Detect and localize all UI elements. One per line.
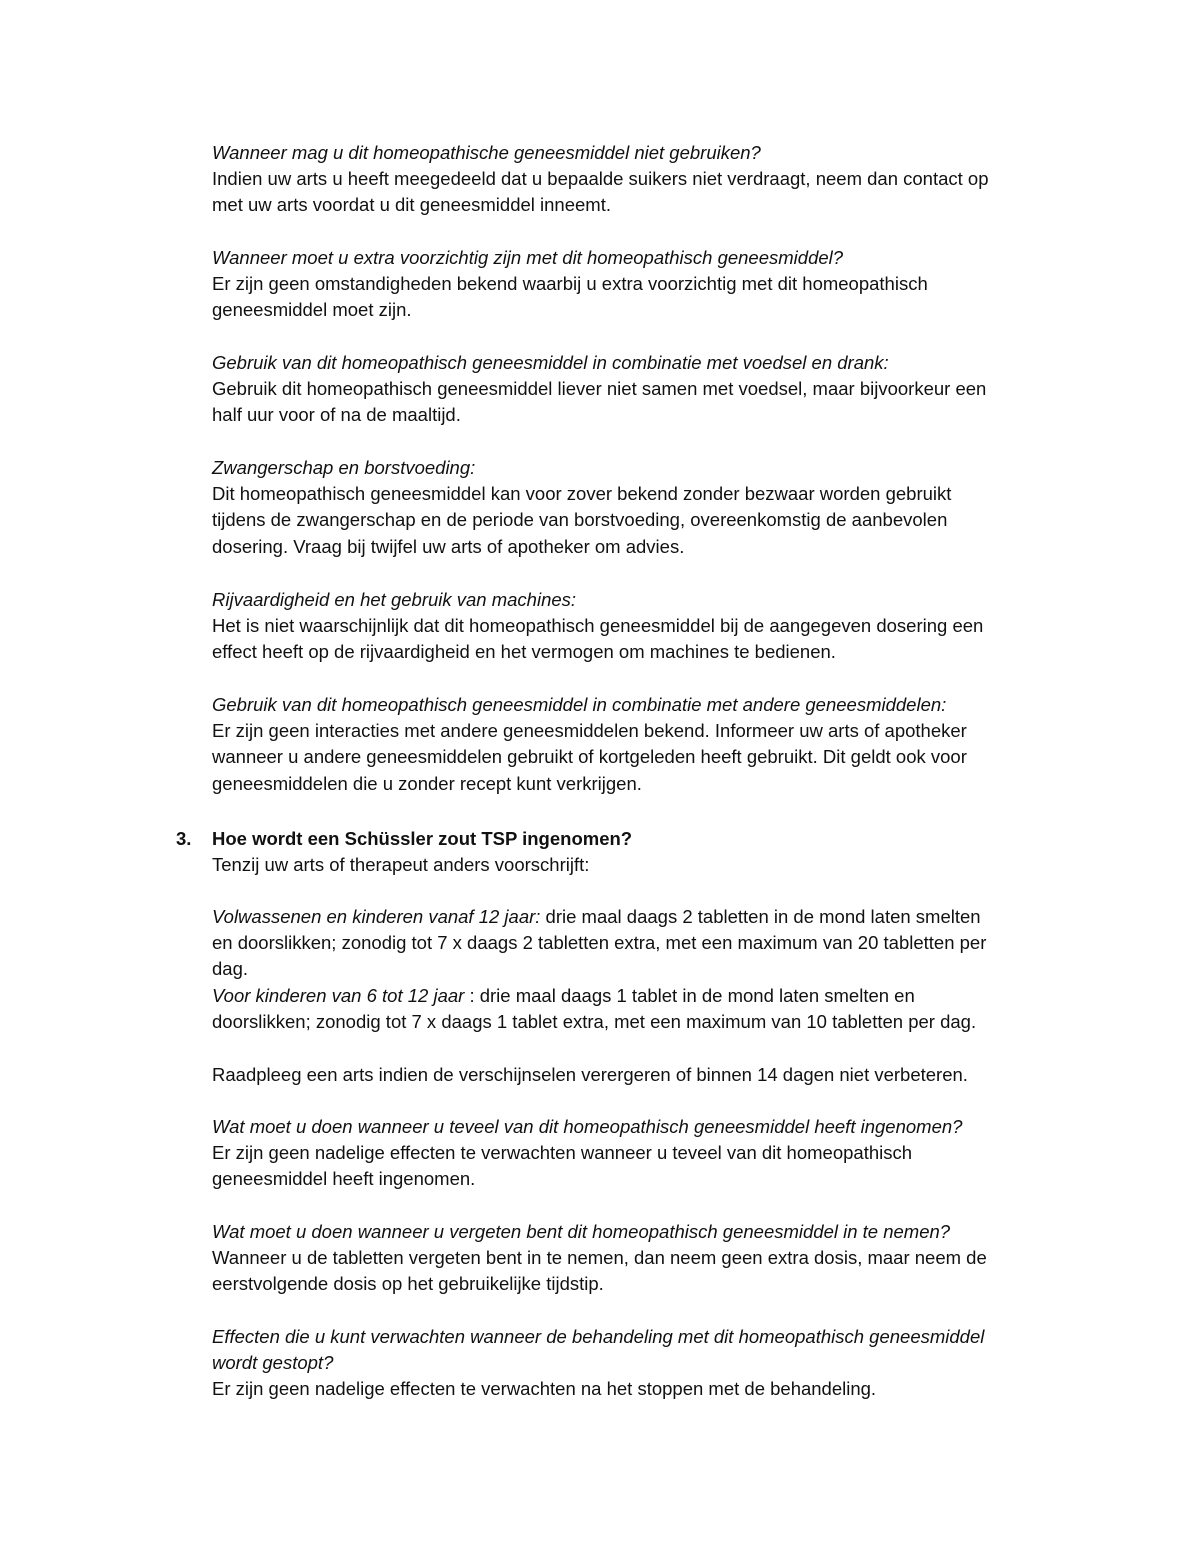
answer-line: en doorslikken; zonodig tot 7 x daags 2 tabletten extra, met een maximum van 20 tabletten per (212, 932, 987, 954)
answer-line: Gebruik dit homeopathisch geneesmiddel liever niet samen met voedsel, maar bijvoorkeur een (212, 378, 987, 400)
section-not-use (212, 140, 1072, 219)
answer-line: Dit homeopathisch geneesmiddel kan voor zover bekend zonder bezwaar worden gebruikt (212, 483, 952, 505)
answer-line: Het is niet waarschijnlijk dat dit homeopathisch geneesmiddel bij de aangegeven dosering een (212, 615, 984, 637)
section-interactions (212, 692, 1072, 797)
section-intro: Tenzij uw arts of therapeut anders voorschrijft: (212, 854, 590, 876)
answer-line: Er zijn geen interacties met andere geneesmiddelen bekend. Informeer uw arts of apotheker (212, 720, 967, 742)
section-driving (212, 587, 1072, 666)
question-heading: Rijvaardigheid en het gebruik van machines: (212, 589, 577, 610)
section-title: Hoe wordt een Schüssler zout TSP ingenomen? (212, 828, 633, 849)
dosage-adult-label: Volwassenen en kinderen vanaf 12 jaar: (212, 906, 541, 927)
question-heading: Wanneer moet u extra voorzichtig zijn met dit homeopathisch geneesmiddel? (212, 247, 844, 268)
answer-line: dag. (212, 958, 249, 980)
answer-line: wanneer u andere geneesmiddelen gebruikt of kortgeleden heeft gebruikt. Dit geldt ook voor (212, 746, 967, 768)
section-overdose (212, 1114, 1072, 1193)
question-heading: Gebruik van dit homeopathisch geneesmiddel in combinatie met andere geneesmiddelen: (212, 694, 947, 715)
answer-line: Er zijn geen omstandigheden bekend waarbij u extra voorzichtig met dit homeopathisch (212, 273, 928, 295)
section-number: 3. (176, 828, 192, 849)
answer-line: geneesmiddel heeft ingenomen. (212, 1168, 476, 1190)
answer-line: geneesmiddel moet zijn. (212, 299, 412, 321)
answer-line: effect heeft op de rijvaardigheid en het vermogen om machines te bedienen. (212, 641, 836, 663)
dosage-child-text: : drie maal daags 1 tablet in de mond laten smelten en (464, 984, 915, 1006)
dosage-adult-text: drie maal daags 2 tabletten in de mond laten smelten (540, 906, 981, 927)
answer-line: dosering. Vraag bij twijfel uw arts of apotheker om advies. (212, 535, 685, 557)
answer-line: doorslikken; zonodig tot 7 x daags 1 tablet extra, met een maximum van 10 tabletten per dag. (212, 1010, 977, 1032)
section-pregnancy (212, 455, 1072, 560)
dosage-child-label: Voor kinderen van 6 tot 12 jaar (212, 984, 465, 1006)
answer-line: tijdens de zwangerschap en de periode van borstvoeding, overeenkomstig de aanbevolen (212, 509, 948, 531)
question-heading: Wat moet u doen wanneer u teveel van dit homeopathisch geneesmiddel heeft ingenomen? (212, 1116, 963, 1137)
answer-line: Er zijn geen nadelige effecten te verwachten wanneer u teveel van dit homeopathisch (212, 1142, 913, 1164)
dosage-adult-line (212, 904, 1072, 930)
question-heading: Wat moet u doen wanneer u vergeten bent dit homeopathisch geneesmiddel in te nemen? (212, 1221, 951, 1242)
answer-line: met uw arts voordat u dit geneesmiddel inneemt. (212, 194, 611, 216)
answer-line: Er zijn geen nadelige effecten te verwachten na het stoppen met de behandeling. (212, 1378, 877, 1400)
section-3-heading (212, 826, 1072, 878)
question-heading: Zwangerschap en borstvoeding: (212, 457, 476, 478)
section-stopping (212, 1324, 1072, 1403)
answer-line: eerstvolgende dosis op het gebruikelijke tijdstip. (212, 1273, 604, 1295)
answer-line: Indien uw arts u heeft meegedeeld dat u bepaalde suikers niet verdraagt, neem dan contact op (212, 168, 989, 190)
answer-line: Wanneer u de tabletten vergeten bent in te nemen, dan neem geen extra dosis, maar neem de (212, 1247, 987, 1269)
consult-text: Raadpleeg een arts indien de verschijnselen verergeren of binnen 14 dagen niet verbeteren. (212, 1064, 968, 1085)
consult-note (212, 1062, 1072, 1088)
question-heading: Gebruik van dit homeopathisch geneesmiddel in combinatie met voedsel en drank: (212, 352, 889, 373)
dosage-block (212, 904, 1072, 1035)
section-extra-caution (212, 245, 1072, 324)
answer-line: half uur voor of na de maaltijd. (212, 404, 461, 426)
answer-line: geneesmiddelen die u zonder recept kunt verkrijgen. (212, 772, 642, 794)
question-heading: wordt gestopt? (212, 1352, 334, 1374)
section-food-drink (212, 350, 1072, 429)
section-forgotten (212, 1219, 1072, 1298)
dosage-child-line (212, 983, 1072, 1009)
question-heading: Wanneer mag u dit homeopathische geneesmiddel niet gebruiken? (212, 142, 761, 163)
question-heading: Effecten die u kunt verwachten wanneer de behandeling met dit homeopathisch geneesmiddel (212, 1326, 985, 1347)
